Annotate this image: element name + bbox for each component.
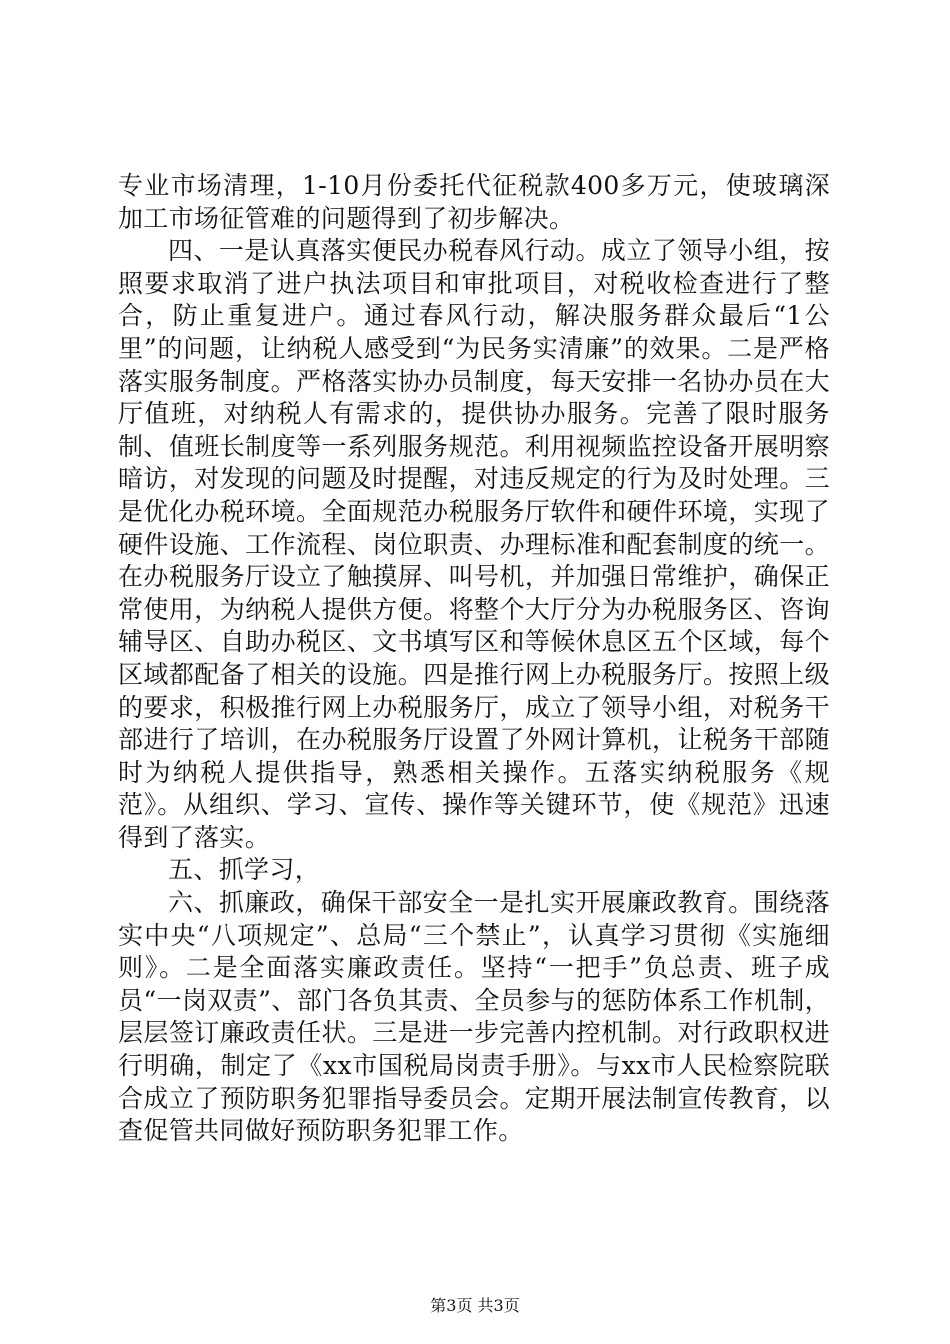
- paragraph-section-six: 六、抓廉政，确保干部安全一是扎实开展廉政教育。围绕落实中央“八项规定”、总局“三个禁止”，认真学习贯彻《实施细则》。二是全面落实廉政责任。坚持“一把手”负总责、班子成员“一岗双责”、部门各负其责、全员参与的惩防体系工作机制，层层签订廉政责任状。三是进一步完善内控机制。对行政职权进行明确，制定了《xx市国税局岗责手册》。与xx市人民检察院联合成立了预防职务犯罪指导委员会。定期开展法制宣传教育，以查促管共同做好预防职务犯罪工作。: [118, 888, 830, 1146]
- document-body: [118, 170, 830, 1148]
- paragraph-continuation: 专业市场清理，1-10月份委托代征税款400多万元，使玻璃深加工市场征管难的问题得到了初步解决。: [118, 171, 830, 233]
- paragraph-section-five: 五、抓学习，: [168, 855, 321, 885]
- paragraph-section-four: 四、一是认真落实便民办税春风行动。成立了领导小组，按照要求取消了进户执法项目和审批项目，对税收检查进行了整合，防止重复进户。通过春风行动，解决服务群众最后“1公里”的问题，让纳税人感受到“为民务实清廉”的效果。二是严格落实服务制度。严格落实协办员制度，每天安排一名协办员在大厅值班，对纳税人有需求的，提供协办服务。完善了限时服务制、值班长制度等一系列服务规范。利用视频监控设备开展明察暗访，对发现的问题及时提醒，对违反规定的行为及时处理。三是优化办税环境。全面规范办税服务厅软件和硬件环境，实现了硬件设施、工作流程、岗位职责、办理标准和配套制度的统一。在办税服务厅设立了触摸屏、叫号机，并加强日常维护，确保正常使用，为纳税人提供方便。将整个大厅分为办税服务区、咨询辅导区、自助办税区、文书填写区和等候休息区五个区域，每个区域都配备了相关的设施。四是推行网上办税服务厅。按照上级的要求，积极推行网上办税服务厅，成立了领导小组，对税务干部进行了培训，在办税服务厅设置了外网计算机，让税务干部随时为纳税人提供指导，熟悉相关操作。五落实纳税服务《规范》。从组织、学习、宣传、操作等关键环节，使《规范》迅速得到了落实。: [118, 236, 830, 852]
- page-number-footer: 第3页 共3页: [430, 1296, 520, 1315]
